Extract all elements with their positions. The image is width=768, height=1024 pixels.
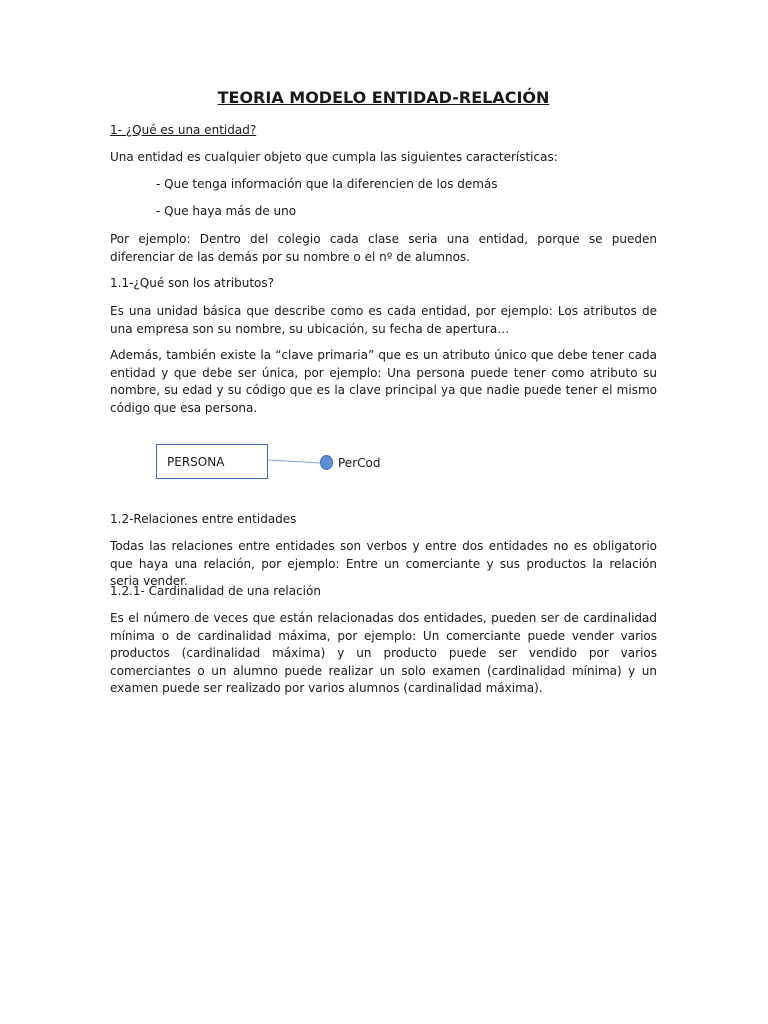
- section-1-2-paragraph-1: Todas las relaciones entre entidades son verbos y entre dos entidades no es obligatorio que haya una relación, por ejemplo: Entre un comerciante y sus productos la relación seria vender.: [110, 539, 657, 588]
- section-1-1-paragraph-2: Además, también existe la “clave primaria” que es un atributo único que debe tener cada entidad y que debe ser única, por ejemplo: Una persona puede tener como atributo su nombre, su edad y su código que es la clave principal ya que nadie puede tener el mismo código que esa persona.: [110, 348, 657, 415]
- attribute-oval: [320, 455, 333, 470]
- section-1-bullet-2: - Que haya más de uno: [156, 204, 297, 218]
- attribute-label-percod: PerCod: [338, 456, 381, 470]
- section-1-intro: Una entidad es cualquier objeto que cumpla las siguientes características:: [110, 150, 558, 164]
- entity-box-persona: PERSONA: [156, 444, 268, 479]
- section-1-1-heading: 1.1-¿Qué son los atributos?: [110, 276, 275, 290]
- section-1-bullet-1: - Que tenga información que la diferencien de los demás: [156, 177, 498, 191]
- document-title: TEORIA MODELO ENTIDAD-RELACIÓN: [217, 88, 550, 107]
- attribute-connector-line: [268, 444, 328, 484]
- er-diagram: [156, 444, 396, 484]
- section-1-heading: 1- ¿Qué es una entidad?: [110, 123, 257, 137]
- section-1-2-1-heading: 1.2.1- Cardinalidad de una relación: [110, 584, 321, 598]
- section-1-1-paragraph-1: Es una unidad básica que describe como es cada entidad, por ejemplo: Los atributos de una empresa son su nombre, su ubicación, su fecha de apertura…: [110, 304, 657, 336]
- section-1-example: Por ejemplo: Dentro del colegio cada clase seria una entidad, porque se pueden diferenciar de las demás por su nombre o el nº de alumnos.: [110, 232, 657, 264]
- section-1-2-1-paragraph-1: Es el número de veces que están relacionadas dos entidades, pueden ser de cardinalidad mínima o de cardinalidad máxima, por ejemplo: Un comerciante puede vender varios productos (cardinalidad máxima) y un producto puede ser vendido por varios comerciantes o un alumno puede realizar un solo examen (cardinalidad mínima) y un examen puede ser realizado por varios alumnos (cardinalidad máxima).: [110, 611, 657, 695]
- section-1-2-heading: 1.2-Relaciones entre entidades: [110, 512, 297, 526]
